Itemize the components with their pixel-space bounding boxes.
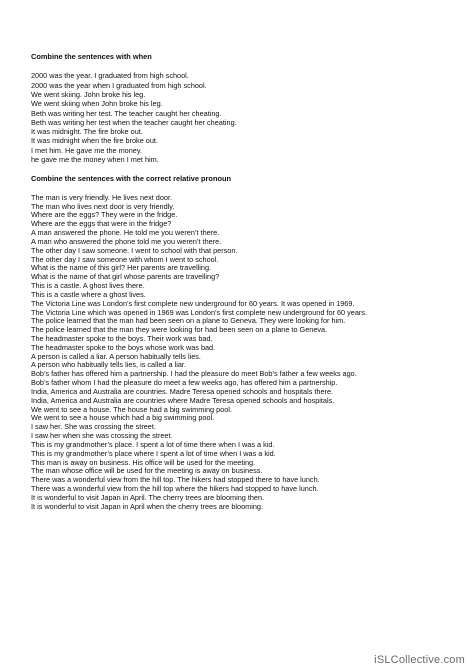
section-when-lines [31, 71, 451, 164]
sentence-line: This is my grandmother’s place where I spent a lot of time when I was a kid. [31, 448, 276, 458]
worksheet-content [31, 52, 451, 512]
sentence-line: This man is away on business. His office will be used for the meeting. [31, 457, 256, 467]
sentence-line: 2000 was the year when I graduated from high school. [31, 80, 207, 90]
sentence-line: Where are the eggs? They were in the fridge. [31, 210, 178, 220]
sentence-line: There was a wonderful view from the hill top. The hikers had stopped there to have lunch. [31, 475, 320, 485]
sentence-line: The other day I saw someone with whom I went to school. [31, 254, 219, 264]
sentence-line: Where are the eggs that were in the fridge? [31, 219, 172, 229]
sentence-line: I saw her. She was crossing the street. [31, 422, 156, 432]
sentence-line: he gave me the money when I met him. [31, 155, 159, 165]
sentence-line: The police learned that the man had been seen on a plane to Geneva. They were looking for him. [31, 316, 346, 326]
sentence-line: The headmaster spoke to the boys whose work was bad. [31, 342, 216, 352]
sentence-line: The other day I saw someone. I went to school with that person. [31, 245, 238, 255]
sentence-line: A person is called a liar. A person habitually tells lies. [31, 351, 201, 361]
sentence-line: India, America and Australia are countries. Madre Teresa opened schools and hospitals there. [31, 386, 334, 396]
islcollective-watermark: iSLCollective.com [374, 654, 465, 666]
sentence-line: A person who habitually tells lies, is called a liar. [31, 360, 186, 370]
sentence-line: It is wonderful to visit Japan in April. The cherry trees are blooming then. [31, 492, 265, 502]
sentence-line: What is the name of this girl? Her parents are travelling. [31, 263, 212, 273]
sentence-line: This is a castle where a ghost lives. [31, 289, 146, 299]
sentence-line: It was midnight. The fire broke out. [31, 127, 143, 137]
sentence-line: The man is very friendly. He lives next door. [31, 192, 172, 202]
sentence-line: We went skiing. John broke his leg. [31, 89, 146, 99]
sentence-line: Bob’s father has offered him a partnership. I had the pleasure do meet Bob’s father a few weeks ago. [31, 369, 357, 379]
sentence-line: It was midnight when the fire broke out. [31, 136, 158, 146]
sentence-line: Beth was writing her test when the teacher caught her cheating. [31, 117, 237, 127]
sentence-line: A man who answered the phone told me you weren’t there. [31, 236, 222, 246]
sentence-line: The man whose office will be used for the meeting is away on business. [31, 466, 263, 476]
sentence-line: It is wonderful to visit Japan in April when the cherry trees are blooming. [31, 501, 263, 511]
sentence-line: What is the name of that girl whose parents are travelling? [31, 272, 220, 282]
sentence-line: This is my grandmother’s place. I spent a lot of time there when I was a kid. [31, 439, 275, 449]
sentence-line: We went to see a house. The house had a big swimming pool. [31, 404, 232, 414]
section-when-heading: Combine the sentences with when [31, 52, 152, 61]
sentence-line: The Victoria Line was London’s first complete new underground for 60 years. It was opened in 1969. [31, 298, 355, 308]
sentence-line: This is a castle. A ghost lives there. [31, 281, 145, 291]
section-relative-pronoun-lines [31, 194, 451, 512]
sentence-line: The Victoria Line which was opened in 1969 was London’s first complete new underground for 60 years. [31, 307, 367, 317]
sentence-line: India, America and Australia are countries where Madre Teresa opened schools and hospitals. [31, 395, 335, 405]
sentence-line: 2000 was the year. I graduated from high school. [31, 71, 189, 81]
sentence-line: The man who lives next door is very friendly. [31, 201, 175, 211]
section-relative-pronoun-heading: Combine the sentences with the correct relative pronoun [31, 173, 231, 183]
sentence-line: Beth was writing her test. The teacher caught her cheating. [31, 108, 222, 118]
sentence-line: The police learned that the man they were looking for had been seen on a plane to Geneva. [31, 325, 328, 335]
sentence-line: I met him. He gave me the money. [31, 145, 142, 155]
sentence-line: A man answered the phone. He told me you weren’t there. [31, 228, 220, 238]
sentence-line: I saw her when she was crossing the street. [31, 431, 173, 441]
sentence-line: There was a wonderful view from the hill top where the hikers had stopped to have lunch. [31, 484, 319, 494]
sentence-line: The headmaster spoke to the boys. Their work was bad. [31, 334, 213, 343]
sentence-line: Bob’s father whom I had the pleasure do meet a few weeks ago, has offered him a partnership. [31, 378, 338, 388]
sentence-line: We went to see a house which had a big swimming pool. [31, 413, 215, 423]
sentence-line: We went skiing when John broke his leg. [31, 99, 163, 109]
